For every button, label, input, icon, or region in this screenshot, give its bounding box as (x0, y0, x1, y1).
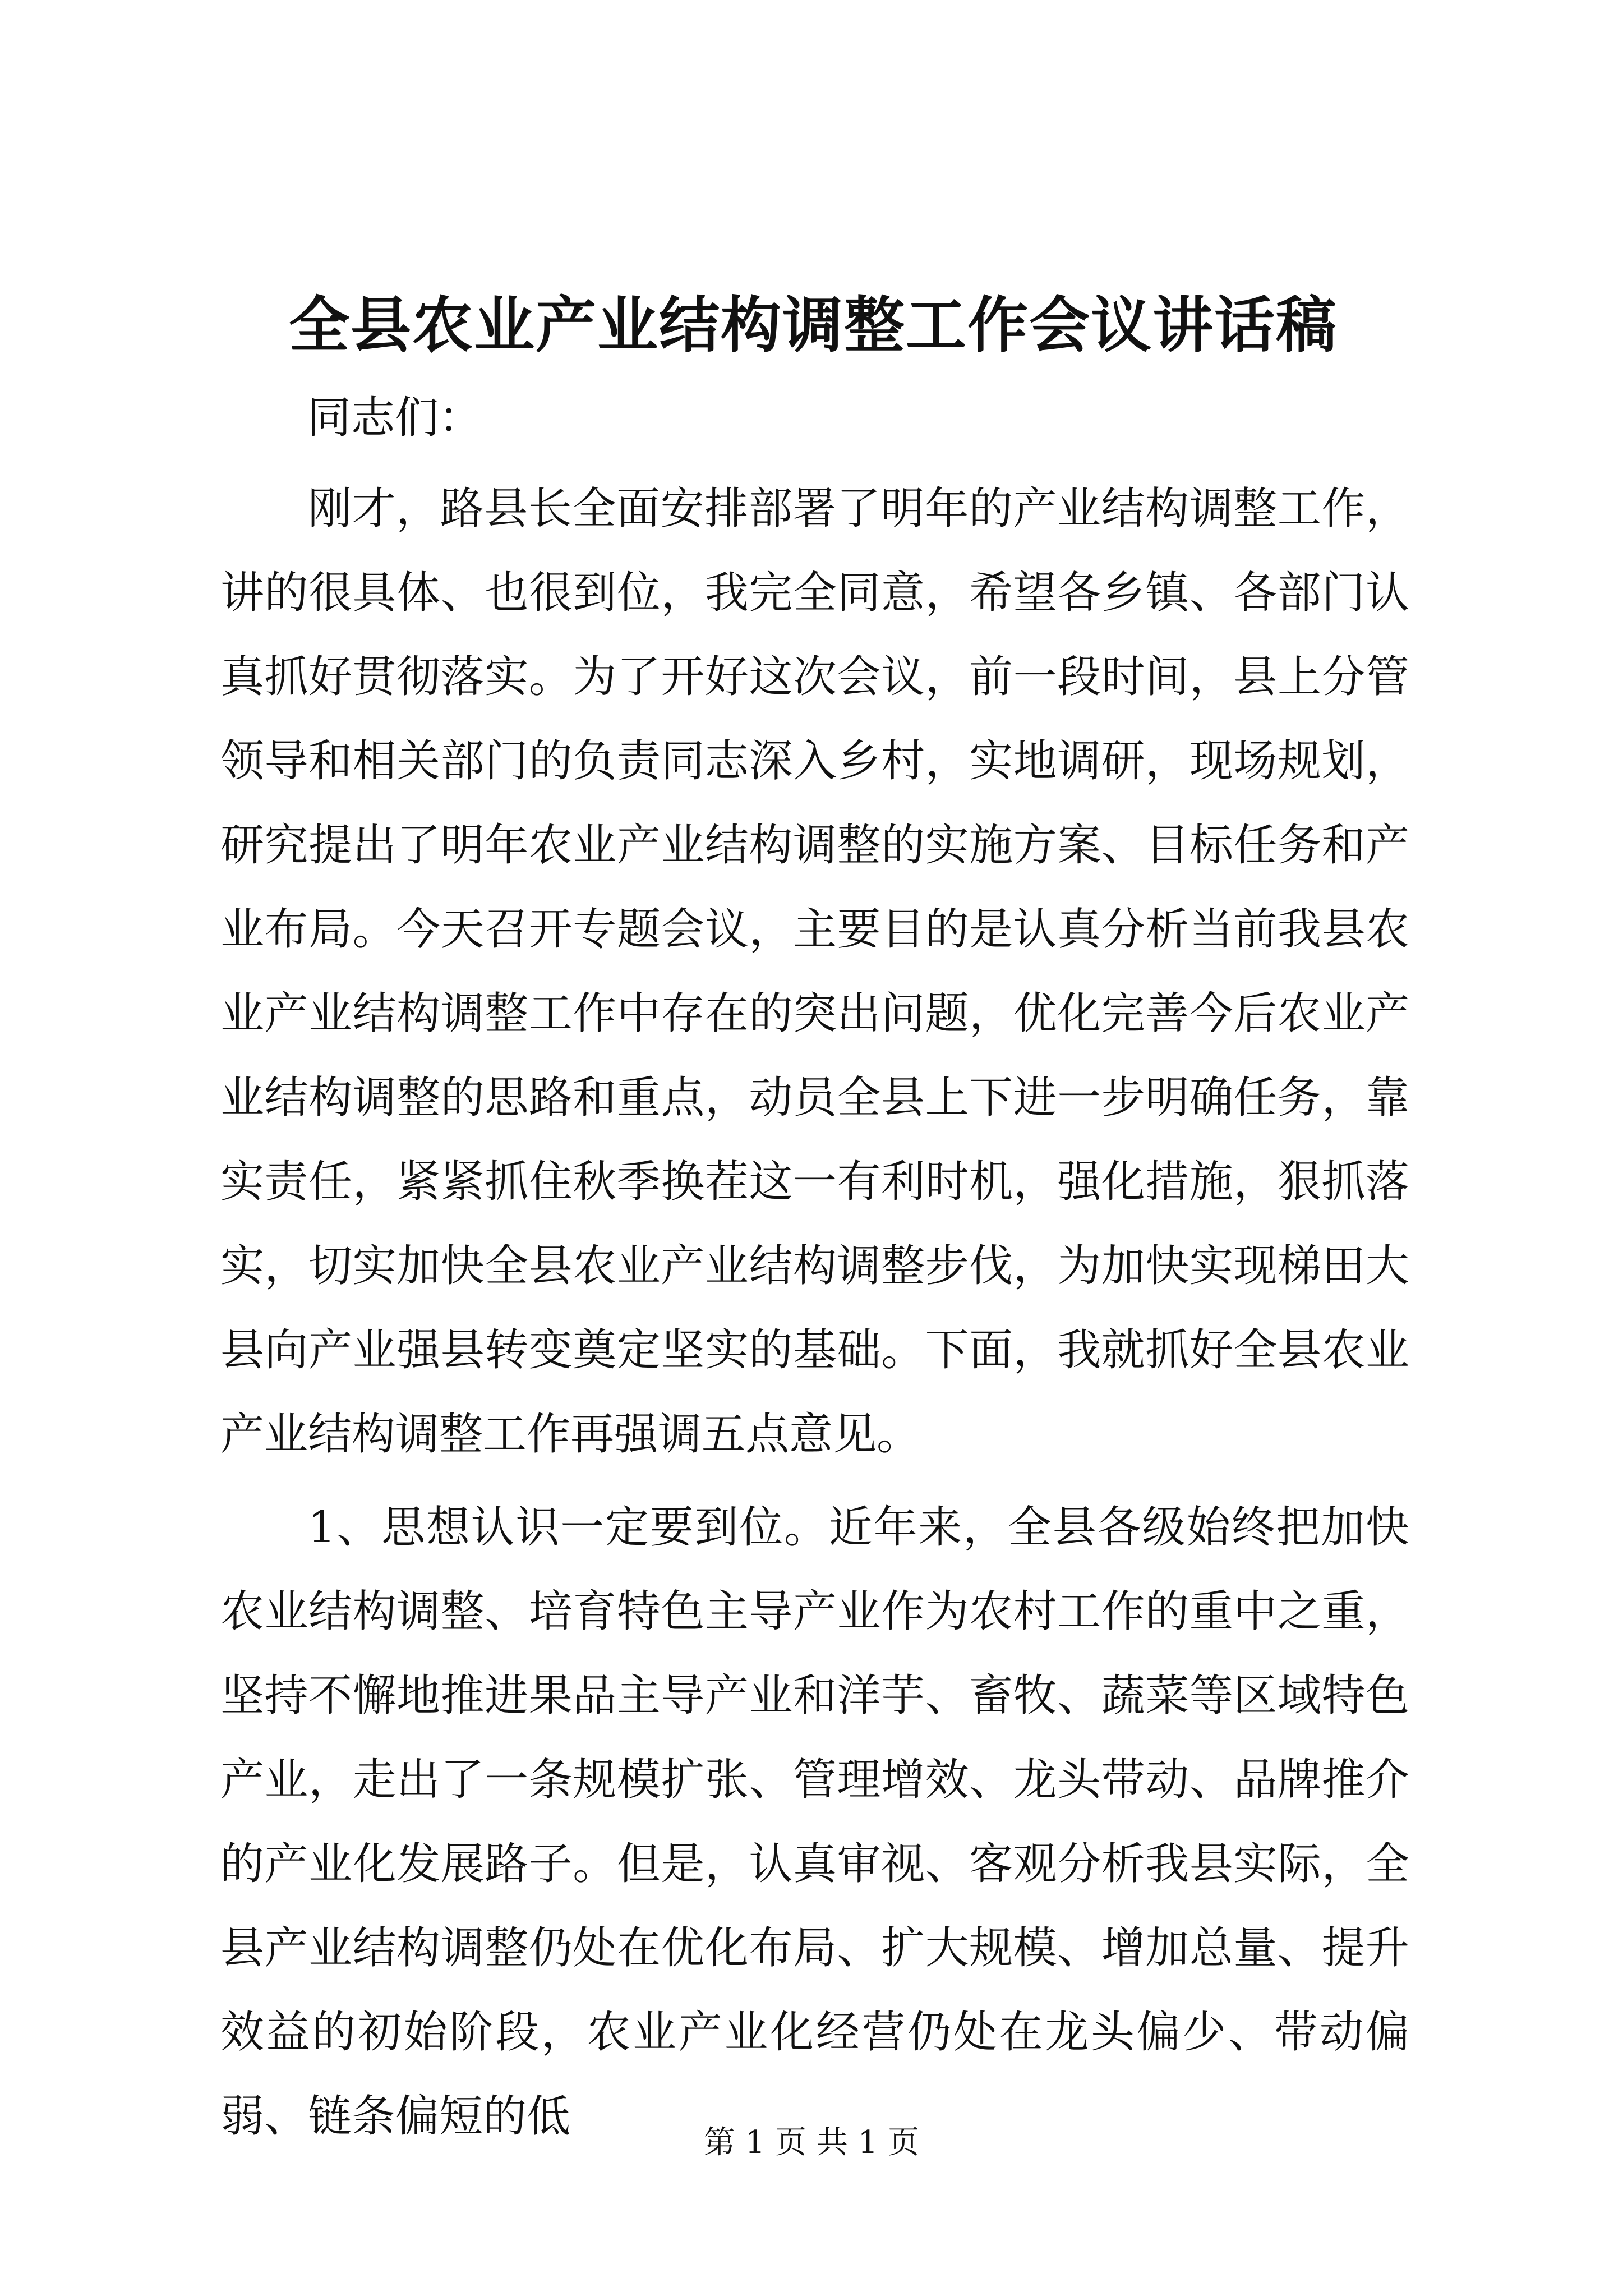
page-footer: 第 1 页 共 1 页 (703, 2124, 920, 2161)
salutation: 同志们： (307, 393, 483, 443)
document-title: 全县农业产业结构调整工作会议讲话稿 (288, 290, 1338, 361)
paragraph: 刚才，路县长全面安排部署了明年的产业结构调整工作，讲的很具体、也很到位，我完全同意，希望各乡镇、各部门认真抓好贯彻落实。为了开好这次会议，前一段时间，县上分管领导和相关部门的负责同志深入乡村，实地调研，现场规划，研究提出了明年农业产业结构调整的实施方案、目标任务和产业布局。今天召开专题会议，主要目的是认真分析当前我县农业产业结构调整工作中存在的突出问题，优化完善今后农业产业结构调整的思路和重点，动员全县上下进一步明确任务，靠实责任，紧紧抓住秋季换茬这一有利时机，强化措施，狠抓落实，切实加快全县农业产业结构调整步伐，为加快实现梯田大县向产业强县转变奠定坚实的基础。下面，我就抓好全县农业产业结构调整工作再强调五点意见。 (220, 484, 1409, 1460)
document-body (220, 467, 1409, 2168)
paragraph: 1、思想认识一定要到位。近年来，全县各级始终把加快农业结构调整、培育特色主导产业作为农村工作的重中之重，坚持不懈地推进果品主导产业和洋芋、畜牧、蔬菜等区域特色产业，走出了一条规模扩张、管理增效、龙头带动、品牌推介的产业化发展路子。但是，认真审视、客观分析我县实际，全县产业结构调整仍处在优化布局、扩大规模、增加总量、提升效益的初始阶段，农业产业化经营仍处在龙头偏少、带动偏弱、链条偏短的低 (220, 1502, 1409, 2142)
